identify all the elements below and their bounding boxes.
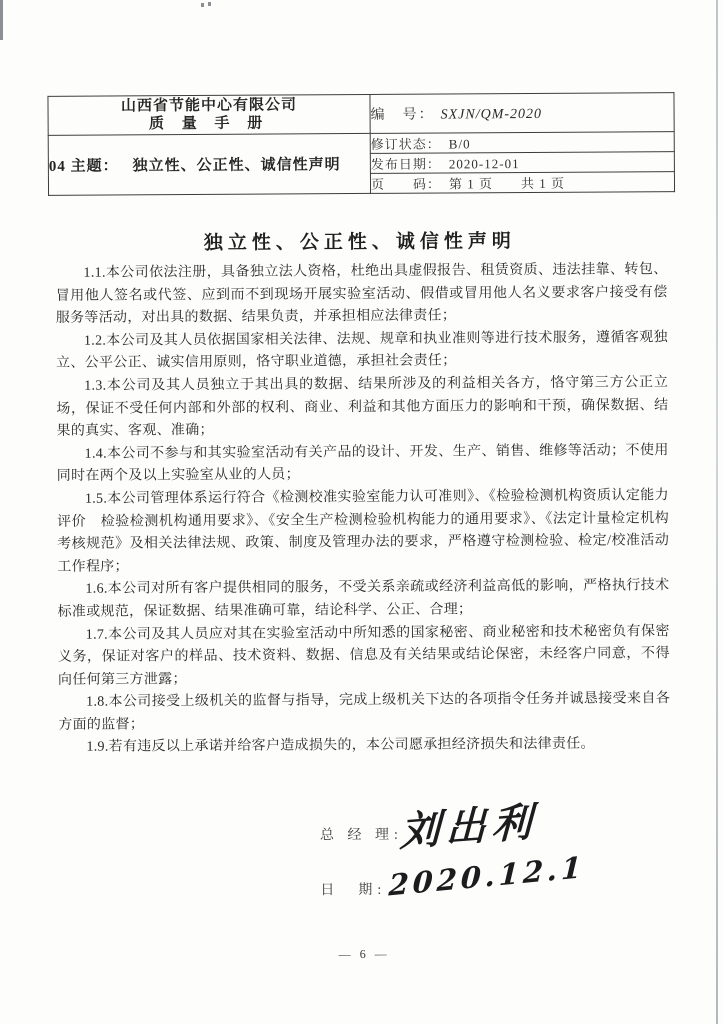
revision-value: B/0 xyxy=(448,136,471,152)
page-code-cell xyxy=(370,172,674,194)
paragraph-1-5: 1.5.本公司管理体系运行符合《检测校准实验室能力认可准则》、《检验检测机构资质认定能力评价 检验检测机构通用要求》、《安全生产检测检验机构能力的通用要求》、《法定计量检定机构考核规范》及相关法律法规、政策、制度及管理办法的要求，严格遵守检测检验、检定/校准活动工作程序； xyxy=(57,488,670,575)
subject-cell xyxy=(48,133,370,195)
page-code-value: 第 1 页 共 1 页 xyxy=(448,175,566,192)
company-cell xyxy=(48,94,370,135)
date-handwritten-value: 2020.12.1 xyxy=(387,849,587,903)
date-label: 日 期: xyxy=(320,882,387,899)
subject-label: 04 主题： xyxy=(48,158,119,175)
paragraph-1-7: 1.7.本公司及其人员应对其在实验室活动中所知悉的国家秘密、商业秘密和技术秘密负有保密义务，保证对客户的样品、技术资料、数据、信息及有关结果或结论保密，未经客户同意，不得向任何第三方泄露； xyxy=(57,623,670,688)
header-row-1 xyxy=(48,93,674,136)
general-manager-signature: 刘出利 xyxy=(399,798,539,856)
header-table xyxy=(47,92,675,196)
document-body xyxy=(55,259,670,760)
paragraph-1-4: 1.4.本公司不参与和其实验室活动有关产品的设计、开发、生产、销售、维修等活动；不使用同时在两个及以上实验室从业的人员； xyxy=(56,442,669,485)
paragraph-1-1: 1.1.本公司依法注册，具备独立法人资格，杜绝出具虚假报告、租赁资质、违法挂靠、转包、冒用他人签名或代签、应到而不到现场开展实验室活动、假借或冒用他人名义要求客户接受有偿服务等活动，对出具的数据、结果负责，并承担相应法律责任； xyxy=(55,262,668,327)
general-manager-label: 总 经 理: xyxy=(319,827,403,844)
doc-number-cell xyxy=(370,93,674,134)
document-title: 独立性、公正性、诚信性声明 xyxy=(203,231,516,254)
company-name: 山西省节能中心有限公司 xyxy=(120,97,298,115)
paragraph-1-9: 1.9.若有违反以上承诺并给客户造成损失的，本公司愿承担经济损失和法律责任。 xyxy=(86,737,595,756)
footer-page-number: — 6 — xyxy=(338,946,390,962)
subject-value: 独立性、公正性、诚信性声明 xyxy=(132,157,341,175)
paragraph-1-2: 1.2.本公司及其人员依据国家相关法律、法规、规章和执业准则等进行技术服务，遵循客观独立、公平公正、诚实信用原则，恪守职业道德，承担社会责任； xyxy=(56,329,668,372)
page-code-label: 页 码： xyxy=(370,176,442,192)
doc-number-label: 编 号： xyxy=(370,107,435,123)
revision-label: 修订状态： xyxy=(370,136,441,152)
paragraph-1-8: 1.8.本公司接受上级机关的监督与指导，完成上级机关下达的各项指令任务并诚恳接受来自各方面的监督； xyxy=(58,691,671,733)
paragraph-1-3: 1.3.本公司及其人员独立于其出具的数据、结果所涉及的利益相关各方，恪守第三方公正立场，保证不受任何内部和外部的权利、商业、利益和其他方面压力的影响和干预，确保数据、结果的真实、客观、准确； xyxy=(56,375,669,440)
issue-date-cell xyxy=(370,152,674,174)
paragraph-1-6: 1.6.本公司对所有客户提供相同的服务，不受关系亲疏或经济利益高低的影响，严格执行技术标准或规范，保证数据、结果准确可靠，结论科学、公正、合理； xyxy=(57,578,670,620)
manual-title: 质 量 手 册 xyxy=(148,115,270,133)
revision-cell xyxy=(370,132,674,154)
issue-date-value: 2020-12-01 xyxy=(448,156,520,172)
issue-date-label: 发布日期： xyxy=(370,156,441,172)
doc-number-value: SXJN/QM-2020 xyxy=(440,106,543,123)
